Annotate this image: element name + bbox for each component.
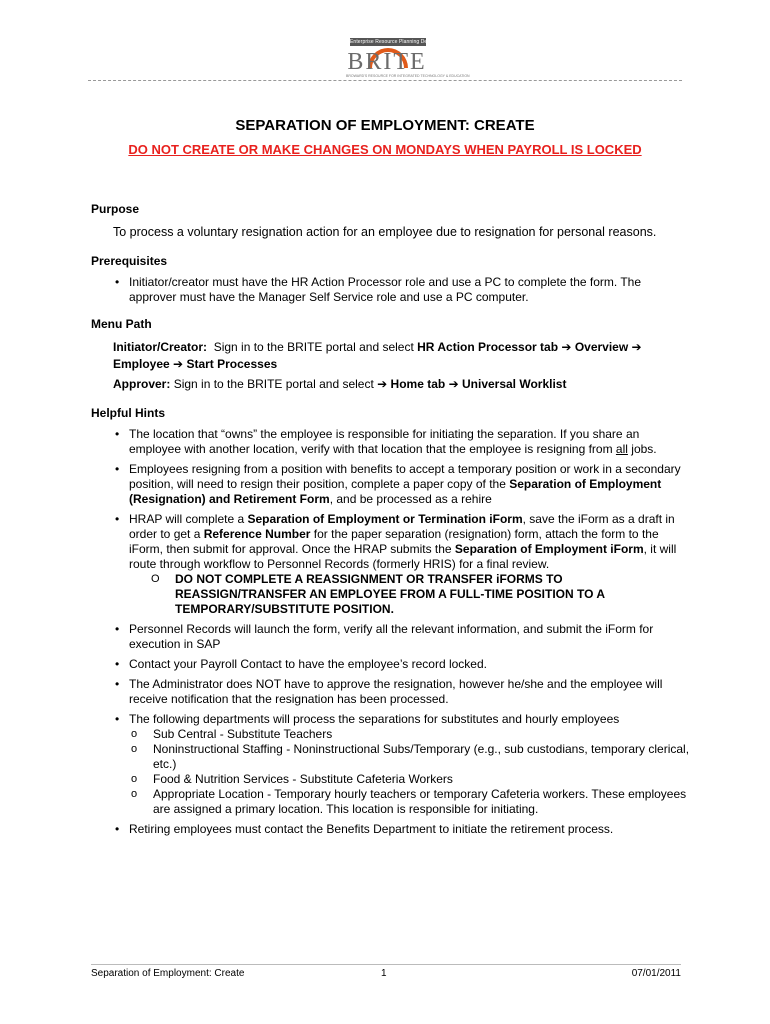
purpose-text: To process a voluntary resignation action for an employee due to resignation for personal reasons.	[113, 225, 657, 239]
helpful-hints-list	[91, 427, 691, 837]
list-item: • Contact your Payroll Contact to have the employee’s record locked.	[91, 657, 691, 672]
hint-text: The location that “owns” the employee is responsible for initiating the separation. If you share an employee with another location, verify with that location that the employee is resigning from	[129, 427, 640, 456]
list-item	[91, 462, 691, 507]
approver-text: Sign in to the BRITE portal and select	[173, 377, 374, 391]
hint-bold: Separation of Employment or Termination iForm	[247, 512, 523, 526]
page-footer	[91, 964, 681, 979]
list-item: • Personnel Records will launch the form, verify all the relevant information, and submit the iForm for execution in SAP	[91, 622, 691, 652]
logo-subtitle: BROWARD'S RESOURCE FOR INTEGRATED TECHNOLOGY & EDUCATION	[346, 74, 470, 78]
brite-logo	[344, 36, 470, 80]
path-step: HR Action Processor tab	[417, 340, 559, 354]
hint-bold: Separation of Employment iForm	[454, 542, 644, 556]
footer-title: Separation of Employment: Create	[91, 968, 245, 979]
menu-path-approver	[113, 377, 691, 392]
list-item: O DO NOT COMPLETE A REASSIGNMENT OR TRANSFER iFORMS TO REASSIGN/TRANSFER AN EMPLOYEE FROM A FULL-TIME POSITION TO A TEMPORARY/SUBSTITUTE POSITION.	[91, 572, 691, 617]
path-step: Employee	[113, 357, 170, 371]
sub-list-item: o Appropriate Location - Temporary hourly teachers or temporary Cafeteria workers. These employees are assigned a primary location. This location is responsible for initiating.	[91, 787, 691, 817]
arrow-right-icon: ➔	[561, 340, 572, 354]
initiator-label: Initiator/Creator:	[113, 340, 208, 354]
document-body	[91, 202, 691, 837]
hint-text: , it will route through workflow to Personnel Records (formerly HRIS) for a final review.	[129, 542, 677, 571]
logo-banner: Enterprise Resource Planning Department	[350, 39, 448, 45]
sub-list-item: o Noninstructional Staffing - Noninstructional Subs/Temporary (e.g., sub custodians, temporary clerical, etc.)	[91, 742, 691, 772]
list-item: • Initiator/creator must have the HR Action Processor role and use a PC to complete the form. The approver must have the Manager Self Service role and use a PC computer.	[91, 275, 691, 305]
approver-label: Approver:	[113, 377, 171, 391]
list-item: • The following departments will process the separations for substitutes and hourly employees	[91, 712, 691, 727]
hint-bold: Reference Number	[203, 527, 311, 541]
path-step: Overview	[574, 340, 629, 354]
hint-text: for the paper separation (resignation) form, attach the form to the iForm, then submit for approval. Once the HRAP submits the	[129, 527, 659, 556]
initiator-text: Sign in to the BRITE portal and select	[213, 340, 414, 354]
hint-underline: all	[615, 442, 628, 456]
hint-text: jobs.	[627, 442, 657, 456]
purpose-heading: Purpose	[91, 202, 140, 216]
page-title: SEPARATION OF EMPLOYMENT: CREATE	[235, 117, 535, 134]
page-number: 1	[381, 968, 387, 979]
arrow-right-icon: ➔	[173, 357, 184, 371]
menu-path-initiator	[113, 339, 691, 373]
prerequisites-list	[91, 275, 691, 305]
logo-wordmark: BRITE	[347, 49, 427, 75]
hint-text: , and be processed as a rehire	[329, 492, 492, 506]
footer-date: 07/01/2011	[631, 968, 681, 979]
hint-bold: Separation of Employment (Resignation) and Retirement Form	[129, 477, 662, 506]
sub-list-item: o Food & Nutrition Services - Substitute Cafeteria Workers	[91, 772, 691, 787]
header-divider	[88, 80, 682, 81]
prerequisites-heading: Prerequisites	[91, 254, 168, 268]
path-step: Start Processes	[186, 357, 278, 371]
path-step: Home tab	[390, 377, 446, 391]
arrow-right-icon: ➔	[377, 377, 388, 391]
hint-text: HRAP will complete a	[129, 512, 248, 526]
list-item: • Retiring employees must contact the Benefits Department to initiate the retirement process.	[91, 822, 691, 837]
hint-text: Employees resigning from a position with benefits to accept a temporary position or work in a secondary position, will need to resign their position, complete a paper copy of the	[129, 462, 681, 491]
sub-list-item: o Sub Central - Substitute Teachers	[91, 727, 691, 742]
path-step: Universal Worklist	[461, 377, 567, 391]
payroll-warning: DO NOT CREATE OR MAKE CHANGES ON MONDAYS WHEN PAYROLL IS LOCKED	[128, 142, 642, 157]
helpful-hints-heading: Helpful Hints	[91, 406, 165, 420]
list-item: • The Administrator does NOT have to approve the resignation, however he/she and the employee will receive notification that the resignation has been processed.	[91, 677, 691, 707]
list-item	[91, 427, 691, 457]
hint-text: , save the iForm as a draft in order to get a	[129, 512, 675, 541]
list-item	[91, 512, 691, 572]
arrow-right-icon: ➔	[448, 377, 459, 391]
menu-path-heading: Menu Path	[91, 317, 152, 331]
arrow-right-icon: ➔	[631, 340, 642, 354]
